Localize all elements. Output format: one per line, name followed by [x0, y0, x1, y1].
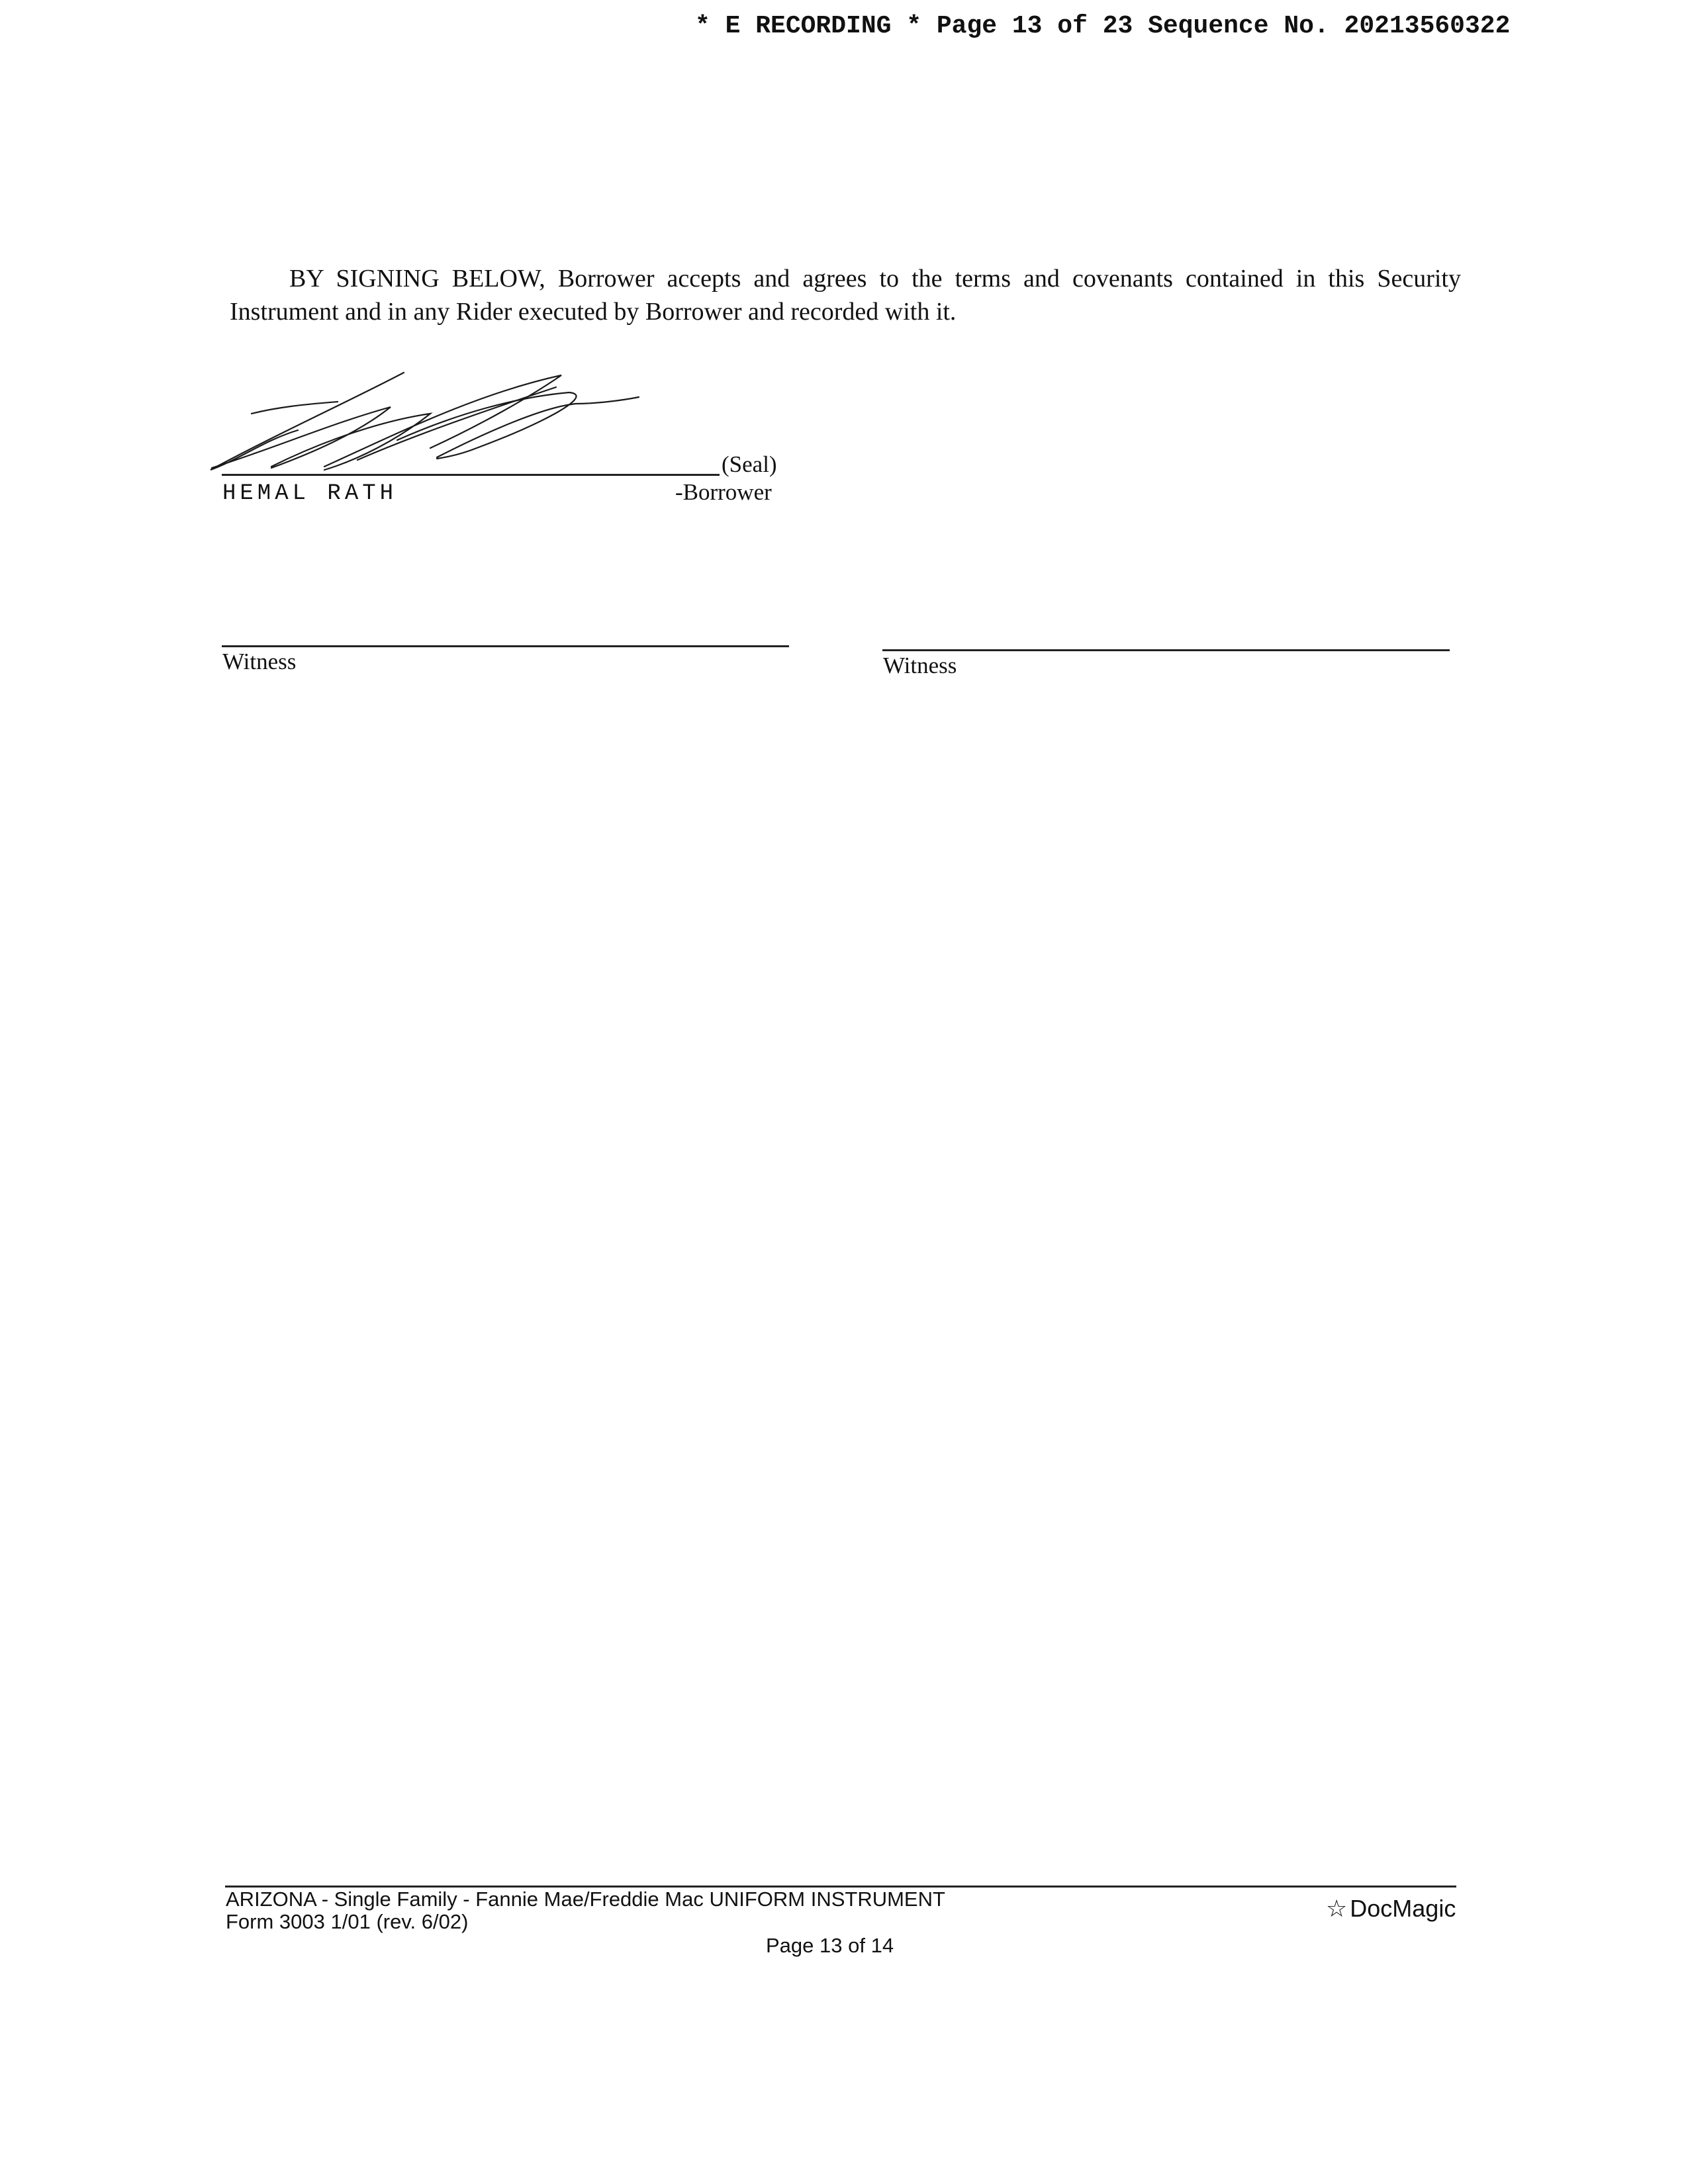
- recording-stamp: * E RECORDING * Page 13 of 23 Sequence No. 20213560322: [695, 12, 1511, 40]
- borrower-signature-line: [222, 474, 720, 476]
- seal-label: (Seal): [722, 451, 777, 477]
- borrower-name: HEMAL RATH: [222, 481, 398, 506]
- borrower-signature: [199, 361, 649, 480]
- docmagic-brand-text: DocMagic: [1350, 1895, 1456, 1922]
- footer-page-number: Page 13 of 14: [766, 1934, 894, 1957]
- witness-line-right: [882, 649, 1450, 651]
- footer-form-title: ARIZONA - Single Family - Fannie Mae/Freddie Mac UNIFORM INSTRUMENT: [226, 1888, 945, 1911]
- witness-line-left: [222, 645, 789, 647]
- signing-statement: BY SIGNING BELOW, Borrower accepts and agrees to the terms and covenants contained in this Security Instrument and in any Rider executed by Borrower and recorded with it.: [230, 265, 1461, 326]
- footer-form-number: Form 3003 1/01 (rev. 6/02): [226, 1910, 469, 1933]
- star-icon: ☆: [1326, 1895, 1348, 1922]
- witness-label-left: Witness: [222, 649, 297, 674]
- docmagic-logo: [1326, 1895, 1456, 1923]
- witness-label-right: Witness: [883, 653, 957, 678]
- borrower-role-label: -Borrower: [675, 479, 772, 505]
